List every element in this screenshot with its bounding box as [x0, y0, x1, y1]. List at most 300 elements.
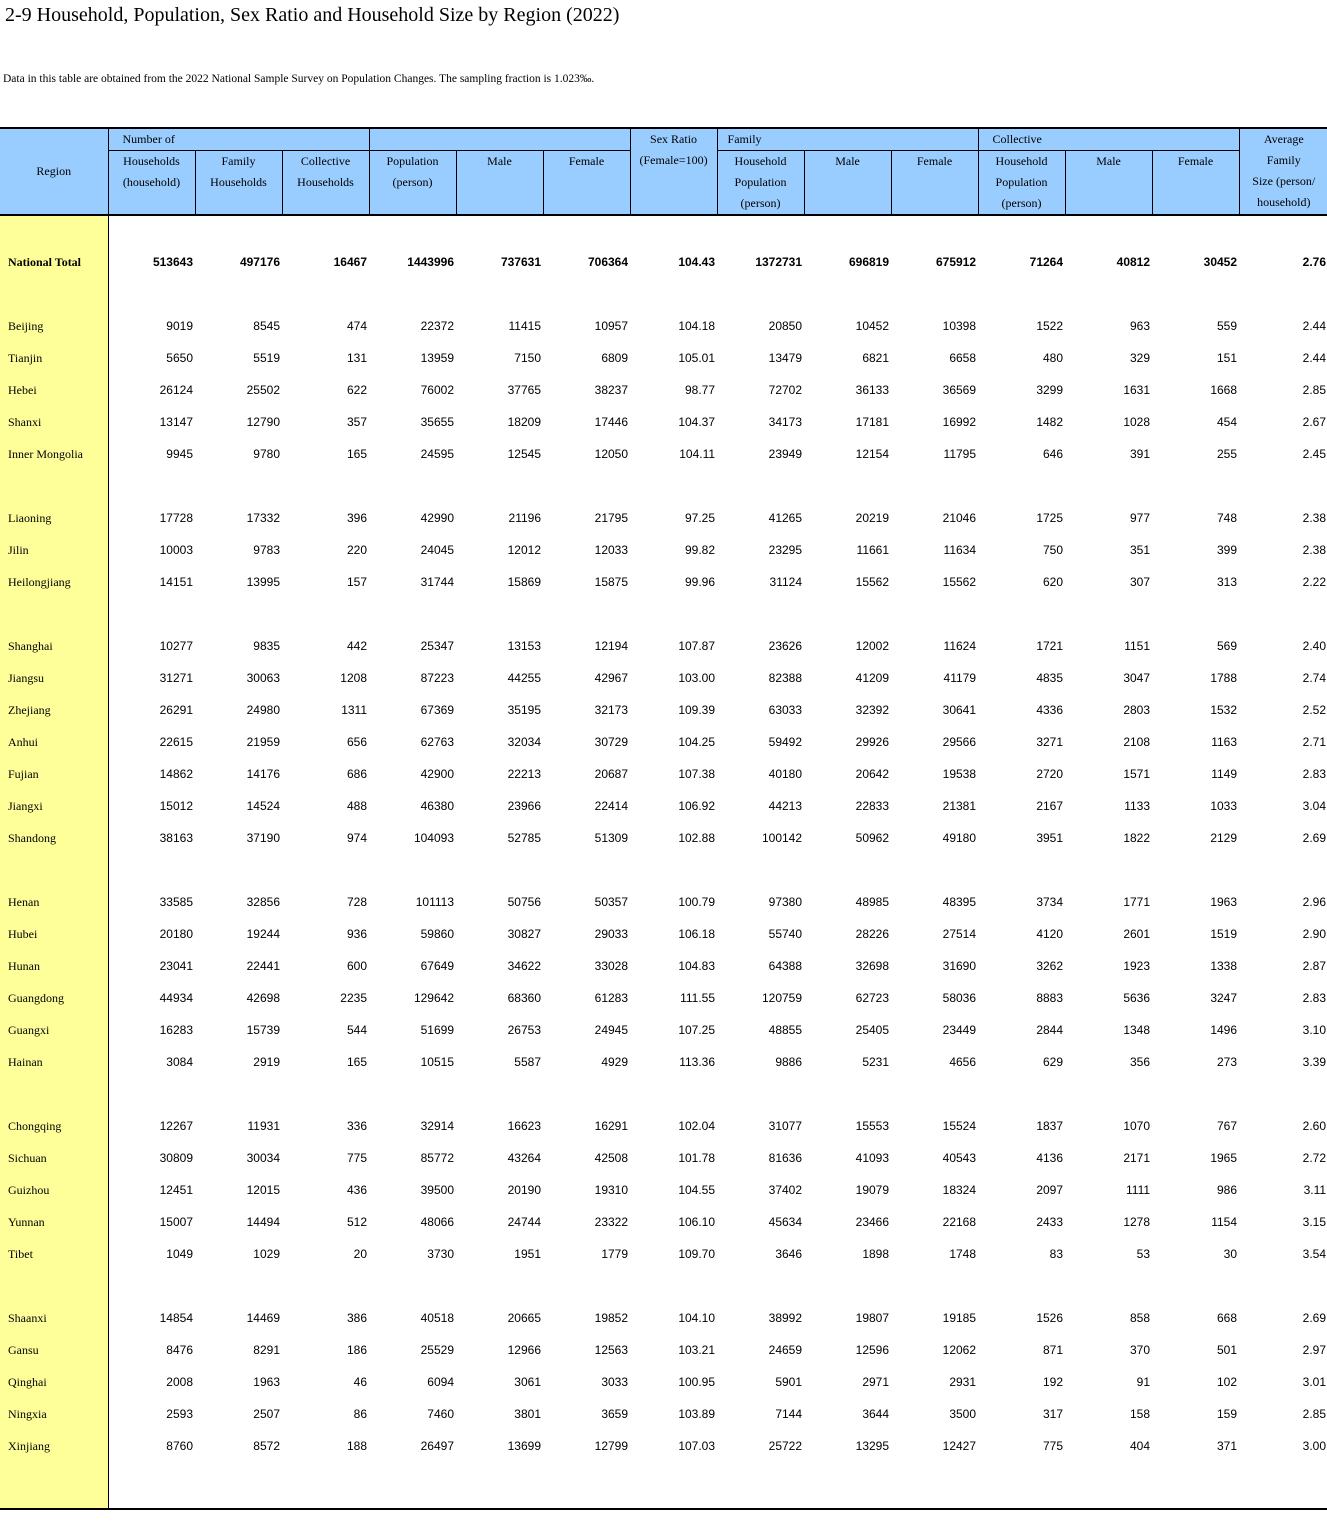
header-households-top-label: Number of [122, 132, 175, 146]
value-cell: 13959 [420, 351, 454, 365]
empty-cell [1239, 1270, 1327, 1302]
value-cell: 104.55 [678, 1183, 716, 1197]
empty-cell [108, 1462, 195, 1509]
value-cell: 13153 [507, 639, 541, 653]
value-cell: 3644 [862, 1407, 890, 1421]
header-family-female-label: Female [916, 154, 953, 168]
value-cell: 336 [346, 1119, 367, 1133]
empty-cell [1065, 854, 1152, 886]
value-cell: 2.74 [1302, 671, 1327, 685]
value-cell: 23295 [768, 543, 803, 557]
value-cell: 97.25 [685, 511, 716, 525]
value-cell: 48855 [768, 1023, 803, 1037]
value-cell: 31271 [159, 671, 193, 685]
value-cell: 2.85 [1302, 383, 1327, 397]
value-cell: 386 [346, 1311, 367, 1325]
empty-cell [456, 598, 543, 630]
value-cell: 46380 [420, 799, 454, 813]
national-total-row [0, 246, 1327, 278]
empty-cell [717, 1270, 804, 1302]
value-cell: 569 [1217, 639, 1238, 653]
value-cell: 17181 [855, 415, 890, 429]
empty-cell [1239, 598, 1327, 630]
value-cell: 2.90 [1302, 927, 1327, 941]
value-cell: 10398 [942, 319, 977, 333]
value-cell: 50756 [507, 895, 541, 909]
value-cell: 32856 [246, 895, 280, 909]
value-cell: 9019 [166, 319, 193, 333]
value-cell: 977 [1130, 511, 1151, 525]
value-cell: 2.69 [1302, 831, 1327, 845]
value-cell: 1029 [253, 1247, 280, 1261]
value-cell: 4656 [949, 1055, 977, 1069]
value-cell: 99.82 [685, 543, 716, 557]
empty-cell [891, 1078, 978, 1110]
value-cell: 51309 [594, 831, 629, 845]
value-cell: 23322 [594, 1215, 629, 1229]
value-cell: 29566 [942, 735, 977, 749]
table-body [0, 215, 1327, 1509]
value-cell: 21795 [594, 511, 629, 525]
value-cell: 2.60 [1302, 1119, 1327, 1133]
value-cell: 20850 [768, 319, 803, 333]
value-cell: 5231 [862, 1055, 890, 1069]
empty-cell [456, 854, 543, 886]
value-cell: 748 [1217, 511, 1238, 525]
table-row [0, 342, 1327, 374]
value-cell: 41093 [855, 1151, 890, 1165]
value-cell: 2108 [1123, 735, 1151, 749]
value-cell: 2.67 [1302, 415, 1327, 429]
table-row [0, 1334, 1327, 1366]
value-cell: 14862 [159, 767, 193, 781]
header-households [108, 151, 195, 216]
header-collective-male [1065, 151, 1152, 216]
value-cell: 37402 [768, 1183, 803, 1197]
header-population-group [369, 128, 630, 151]
value-cell: 28226 [855, 927, 890, 941]
value-cell: 1149 [1211, 767, 1238, 781]
region-name: Guizhou [0, 1174, 108, 1206]
header-family-male-label: Male [835, 154, 860, 168]
value-cell: 501 [1217, 1343, 1238, 1357]
value-cell: 15739 [246, 1023, 280, 1037]
value-cell: 2129 [1210, 831, 1238, 845]
value-cell: 14176 [246, 767, 280, 781]
region-name: Tibet [0, 1238, 108, 1270]
table-row [0, 1398, 1327, 1430]
empty-cell [195, 598, 282, 630]
region-name: Hainan [0, 1046, 108, 1078]
empty-cell [891, 215, 978, 246]
value-cell: 19079 [855, 1183, 890, 1197]
value-cell: 40543 [942, 1151, 977, 1165]
header-sex-ratio-l1: Sex Ratio [650, 132, 698, 146]
value-cell: 8291 [253, 1343, 280, 1357]
value-cell: 151 [1217, 351, 1238, 365]
value-cell: 41265 [768, 511, 803, 525]
header-female-label: Female [568, 154, 605, 168]
header-male-label: Male [487, 154, 512, 168]
value-cell: 7460 [427, 1407, 454, 1421]
empty-cell [456, 1078, 543, 1110]
value-cell: 2.22 [1302, 575, 1327, 589]
value-cell: 22168 [942, 1215, 977, 1229]
empty-cell [543, 215, 630, 246]
value-cell: 1154 [1211, 1215, 1238, 1229]
empty-cell [630, 598, 717, 630]
value-cell: 21381 [942, 799, 977, 813]
value-cell: 9780 [253, 447, 280, 461]
value-cell: 1049 [166, 1247, 193, 1261]
region-cell [0, 598, 108, 630]
header-collective-pop [978, 151, 1065, 216]
value-cell: 11415 [508, 319, 541, 333]
value-cell: 109.39 [678, 703, 716, 717]
empty-cell [195, 278, 282, 310]
empty-cell [717, 215, 804, 246]
value-cell: 317 [1043, 1407, 1064, 1421]
value-cell: 1278 [1123, 1215, 1151, 1229]
value-cell: 22615 [159, 735, 193, 749]
value-cell: 12596 [855, 1343, 890, 1357]
value-cell: 2720 [1036, 767, 1064, 781]
value-cell: 30063 [246, 671, 280, 685]
table-row [0, 310, 1327, 342]
value-cell: 3.15 [1302, 1215, 1327, 1229]
empty-cell [195, 854, 282, 886]
value-cell: 986 [1217, 1183, 1238, 1197]
value-cell: 3084 [166, 1055, 193, 1069]
value-cell: 26753 [507, 1023, 541, 1037]
value-cell: 15562 [855, 575, 890, 589]
header-avg-size-l4: household) [1257, 195, 1311, 209]
value-cell: 4929 [601, 1055, 629, 1069]
empty-cell [1239, 470, 1327, 502]
value-cell: 25722 [768, 1439, 803, 1453]
value-cell: 106.18 [678, 927, 716, 941]
value-cell: 12015 [246, 1183, 280, 1197]
value-cell: 104.83 [678, 959, 716, 973]
table-row [0, 374, 1327, 406]
value-cell: 30827 [507, 927, 541, 941]
header-region-label: Region [36, 164, 72, 178]
value-cell: 111.55 [680, 991, 716, 1005]
table-row [0, 822, 1327, 854]
value-cell: 3.04 [1302, 799, 1327, 813]
value-cell: 13995 [246, 575, 280, 589]
value-cell: 10277 [159, 639, 193, 653]
empty-cell [1065, 598, 1152, 630]
value-cell: 104.10 [678, 1311, 716, 1325]
value-cell: 675912 [935, 255, 977, 269]
empty-cell [717, 1078, 804, 1110]
value-cell: 48066 [420, 1215, 454, 1229]
value-cell: 7150 [514, 351, 541, 365]
region-name: Qinghai [0, 1366, 108, 1398]
value-cell: 104.43 [678, 255, 716, 269]
header-family-pop-l1: Family [727, 132, 762, 146]
empty-cell [978, 1462, 1065, 1509]
value-cell: 2844 [1036, 1023, 1064, 1037]
value-cell: 1111 [1126, 1183, 1151, 1197]
spacer-row [0, 1078, 1327, 1110]
value-cell: 512 [346, 1215, 367, 1229]
value-cell: 113.36 [679, 1055, 716, 1069]
table-row [0, 1110, 1327, 1142]
table-row [0, 790, 1327, 822]
value-cell: 19310 [594, 1183, 629, 1197]
value-cell: 3.54 [1302, 1247, 1327, 1261]
value-cell: 37765 [507, 383, 541, 397]
value-cell: 3061 [514, 1375, 541, 1389]
region-name: Jiangsu [0, 662, 108, 694]
empty-cell [108, 598, 195, 630]
value-cell: 23626 [768, 639, 803, 653]
value-cell: 629 [1043, 1055, 1064, 1069]
value-cell: 23041 [159, 959, 193, 973]
value-cell: 97380 [768, 895, 803, 909]
value-cell: 107.87 [678, 639, 716, 653]
value-cell: 42508 [594, 1151, 629, 1165]
value-cell: 106.92 [678, 799, 716, 813]
value-cell: 157 [346, 575, 367, 589]
empty-cell [978, 598, 1065, 630]
table-row [0, 1206, 1327, 1238]
empty-cell [195, 470, 282, 502]
value-cell: 103.21 [678, 1343, 716, 1357]
empty-cell [978, 1078, 1065, 1110]
value-cell: 656 [346, 735, 367, 749]
empty-cell [108, 215, 195, 246]
value-cell: 2.52 [1302, 703, 1327, 717]
header-avg-size [1239, 128, 1327, 215]
value-cell: 15869 [507, 575, 541, 589]
value-cell: 356 [1130, 1055, 1151, 1069]
value-cell: 737631 [500, 255, 541, 269]
value-cell: 30809 [159, 1151, 193, 1165]
empty-cell [891, 470, 978, 502]
value-cell: 23466 [855, 1215, 890, 1229]
value-cell: 40812 [1116, 255, 1151, 269]
empty-cell [891, 1462, 978, 1509]
empty-cell [369, 1462, 456, 1509]
value-cell: 4136 [1036, 1151, 1064, 1165]
value-cell: 26291 [159, 703, 193, 717]
value-cell: 15875 [594, 575, 629, 589]
empty-cell [1152, 854, 1239, 886]
spacer-row [0, 1270, 1327, 1302]
empty-cell [543, 278, 630, 310]
value-cell: 1151 [1124, 639, 1151, 653]
empty-cell [804, 470, 891, 502]
value-cell: 1571 [1123, 767, 1151, 781]
value-cell: 129642 [413, 991, 454, 1005]
value-cell: 16623 [507, 1119, 541, 1133]
empty-cell [630, 470, 717, 502]
value-cell: 32914 [420, 1119, 454, 1133]
value-cell: 14524 [246, 799, 280, 813]
value-cell: 20180 [159, 927, 193, 941]
header-collective-pop-l3: Population [995, 175, 1048, 189]
value-cell: 13147 [159, 415, 193, 429]
value-cell: 59492 [768, 735, 803, 749]
value-cell: 48395 [942, 895, 977, 909]
region-name: Henan [0, 886, 108, 918]
header-female [543, 151, 630, 216]
value-cell: 1631 [1123, 383, 1151, 397]
empty-cell [282, 215, 369, 246]
empty-cell [1152, 598, 1239, 630]
value-cell: 4336 [1036, 703, 1064, 717]
region-name: Hubei [0, 918, 108, 950]
value-cell: 38237 [594, 383, 629, 397]
value-cell: 12012 [507, 543, 541, 557]
value-cell: 2.38 [1302, 511, 1327, 525]
empty-cell [1239, 278, 1327, 310]
value-cell: 107.03 [678, 1439, 716, 1453]
value-cell: 52785 [507, 831, 541, 845]
value-cell: 165 [346, 447, 367, 461]
empty-cell [804, 278, 891, 310]
header-family-pop-l4: (person) [740, 196, 781, 210]
header-family-households-l1: Family [221, 154, 256, 168]
value-cell: 2.87 [1302, 959, 1327, 973]
value-cell: 11634 [943, 543, 977, 557]
region-name: Anhui [0, 726, 108, 758]
value-cell: 1163 [1211, 735, 1238, 749]
value-cell: 48985 [855, 895, 890, 909]
region-name: Xinjiang [0, 1430, 108, 1462]
value-cell: 17446 [594, 415, 629, 429]
empty-cell [804, 1270, 891, 1302]
value-cell: 1668 [1210, 383, 1238, 397]
value-cell: 8760 [166, 1439, 193, 1453]
table-row [0, 406, 1327, 438]
value-cell: 61283 [594, 991, 629, 1005]
value-cell: 686 [346, 767, 367, 781]
data-table-container [0, 127, 1327, 1510]
value-cell: 38163 [159, 831, 193, 845]
value-cell: 15012 [159, 799, 193, 813]
table-note: Data in this table are obtained from the 2022 National Sample Survey on Population Changes. The sampling fraction is 1.023‰. [3, 73, 595, 85]
value-cell: 3.10 [1302, 1023, 1327, 1037]
value-cell: 963 [1130, 319, 1151, 333]
value-cell: 42990 [420, 511, 454, 525]
value-cell: 1033 [1210, 799, 1238, 813]
value-cell: 600 [346, 959, 367, 973]
table-row [0, 1174, 1327, 1206]
value-cell: 12427 [942, 1439, 977, 1453]
value-cell: 357 [346, 415, 367, 429]
empty-cell [1065, 1462, 1152, 1509]
value-cell: 105.01 [678, 351, 716, 365]
table-row [0, 1046, 1327, 1078]
value-cell: 1771 [1123, 895, 1151, 909]
value-cell: 767 [1217, 1119, 1238, 1133]
region-name: Shanghai [0, 630, 108, 662]
empty-cell [804, 1462, 891, 1509]
region-name: Shanxi [0, 406, 108, 438]
value-cell: 12451 [159, 1183, 193, 1197]
empty-cell [282, 470, 369, 502]
value-cell: 98.77 [685, 383, 716, 397]
value-cell: 14151 [159, 575, 193, 589]
value-cell: 24659 [768, 1343, 803, 1357]
value-cell: 35195 [507, 703, 541, 717]
value-cell: 6821 [862, 351, 890, 365]
value-cell: 12267 [159, 1119, 193, 1133]
value-cell: 1532 [1210, 703, 1238, 717]
header-avg-size-l3: Size (person/ [1252, 174, 1316, 188]
value-cell: 2.71 [1302, 735, 1327, 749]
value-cell: 2.85 [1302, 1407, 1327, 1421]
value-cell: 109.70 [678, 1247, 716, 1261]
value-cell: 62723 [855, 991, 890, 1005]
value-cell: 20190 [507, 1183, 541, 1197]
value-cell: 3047 [1123, 671, 1151, 685]
value-cell: 104.11 [679, 447, 716, 461]
header-row-1 [0, 128, 1327, 151]
value-cell: 16467 [333, 255, 367, 269]
value-cell: 19244 [246, 927, 280, 941]
value-cell: 3262 [1036, 959, 1064, 973]
value-cell: 19852 [594, 1311, 629, 1325]
value-cell: 1965 [1210, 1151, 1238, 1165]
value-cell: 858 [1130, 1311, 1151, 1325]
value-cell: 11624 [943, 639, 977, 653]
value-cell: 41209 [855, 671, 890, 685]
empty-cell [369, 598, 456, 630]
value-cell: 29033 [594, 927, 629, 941]
empty-cell [195, 215, 282, 246]
empty-cell [1065, 215, 1152, 246]
header-population [369, 151, 456, 216]
empty-cell [630, 278, 717, 310]
value-cell: 5650 [166, 351, 193, 365]
empty-cell [456, 215, 543, 246]
value-cell: 15524 [942, 1119, 977, 1133]
value-cell: 1898 [862, 1247, 890, 1261]
value-cell: 16291 [594, 1119, 629, 1133]
region-name: Zhejiang [0, 694, 108, 726]
value-cell: 5587 [514, 1055, 541, 1069]
value-cell: 104.18 [678, 319, 716, 333]
value-cell: 3.00 [1302, 1439, 1327, 1453]
value-cell: 43264 [507, 1151, 541, 1165]
value-cell: 19185 [942, 1311, 977, 1325]
value-cell: 32392 [855, 703, 890, 717]
region-name: Ningxia [0, 1398, 108, 1430]
table-row [0, 758, 1327, 790]
value-cell: 22833 [855, 799, 890, 813]
value-cell: 59860 [420, 927, 454, 941]
value-cell: 2171 [1123, 1151, 1151, 1165]
value-cell: 620 [1043, 575, 1064, 589]
value-cell: 17728 [159, 511, 193, 525]
empty-cell [978, 278, 1065, 310]
value-cell: 101.78 [678, 1151, 716, 1165]
value-cell: 3033 [601, 1375, 629, 1389]
empty-cell [804, 854, 891, 886]
value-cell: 8572 [253, 1439, 280, 1453]
value-cell: 1372731 [755, 255, 803, 269]
region-name: Jiangxi [0, 790, 108, 822]
header-population-l1: Population [386, 154, 439, 168]
value-cell: 102.88 [678, 831, 716, 845]
value-cell: 4120 [1036, 927, 1064, 941]
value-cell: 33585 [159, 895, 193, 909]
